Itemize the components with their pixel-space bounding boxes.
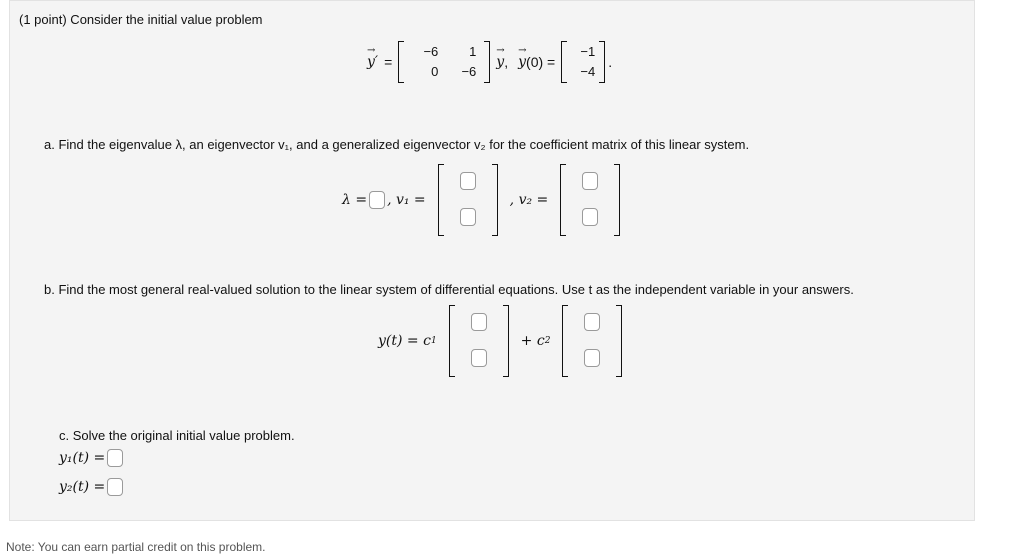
matrix-cell-11: −6 bbox=[423, 44, 439, 59]
v2-input-1[interactable] bbox=[582, 172, 598, 190]
coefficient-matrix bbox=[398, 41, 490, 83]
solution2-input-2[interactable] bbox=[584, 349, 600, 367]
y2-label: y₂(t) = bbox=[59, 479, 106, 495]
lambda-label: λ = bbox=[342, 192, 368, 208]
y-vector-symbol-2: → y bbox=[496, 54, 504, 70]
matrix-cell-22: −6 bbox=[461, 64, 477, 79]
y2-input[interactable] bbox=[107, 478, 123, 496]
v1-vector bbox=[438, 164, 498, 236]
y-vector-symbol: → y bbox=[367, 54, 375, 70]
matrix-cell-21: 0 bbox=[431, 64, 439, 79]
part-b-text: b. Find the most general real-valued solution to the linear system of differential equations. Use t as the independent variable in your answers. bbox=[44, 282, 854, 297]
solution2-input-1[interactable] bbox=[584, 313, 600, 331]
v1-input-1[interactable] bbox=[460, 172, 476, 190]
matrix-cell-12: 1 bbox=[469, 44, 477, 59]
y2-row bbox=[59, 477, 123, 497]
initial-vector-2: −4 bbox=[580, 64, 596, 79]
ivp-equation bbox=[367, 41, 612, 83]
equals-sign: = bbox=[384, 54, 393, 70]
general-solution-lhs: y(t) = c bbox=[378, 333, 431, 349]
part-b-answers bbox=[378, 305, 622, 377]
solution1-input-1[interactable] bbox=[471, 313, 487, 331]
footer-note: Note: You can earn partial credit on this problem. bbox=[6, 540, 266, 554]
v1-label: , v₁ = bbox=[387, 192, 426, 208]
c2-subscript: 2 bbox=[544, 336, 551, 346]
v2-label: , v₂ = bbox=[509, 192, 549, 208]
part-a-text: a. Find the eigenvalue λ, an eigenvector v₁, and a generalized eigenvector v₂ for the coefficient matrix of this linear system. bbox=[44, 137, 750, 152]
y1-row bbox=[59, 448, 123, 468]
y0-symbol: → y bbox=[518, 54, 526, 70]
v2-input-2[interactable] bbox=[582, 208, 598, 226]
part-c-text: c. Solve the original initial value problem. bbox=[59, 428, 295, 443]
solution-vector-1 bbox=[449, 305, 509, 377]
comma: , bbox=[504, 54, 509, 70]
c1-subscript: 1 bbox=[430, 336, 437, 346]
part-a-answers bbox=[342, 164, 620, 236]
lambda-input[interactable] bbox=[369, 191, 385, 209]
y0-arg: (0) = bbox=[526, 54, 556, 70]
initial-vector bbox=[561, 41, 605, 83]
initial-vector-1: −1 bbox=[580, 44, 596, 59]
v2-vector bbox=[560, 164, 620, 236]
y1-label: y₁(t) = bbox=[59, 450, 106, 466]
period: . bbox=[608, 54, 613, 70]
prime-symbol: ′ bbox=[374, 54, 379, 70]
solution1-input-2[interactable] bbox=[471, 349, 487, 367]
solution-vector-2 bbox=[562, 305, 622, 377]
problem-panel bbox=[9, 0, 975, 521]
problem-header: (1 point) Consider the initial value problem bbox=[19, 12, 263, 27]
y1-input[interactable] bbox=[107, 449, 123, 467]
v1-input-2[interactable] bbox=[460, 208, 476, 226]
plus-c2: + c bbox=[520, 333, 545, 349]
